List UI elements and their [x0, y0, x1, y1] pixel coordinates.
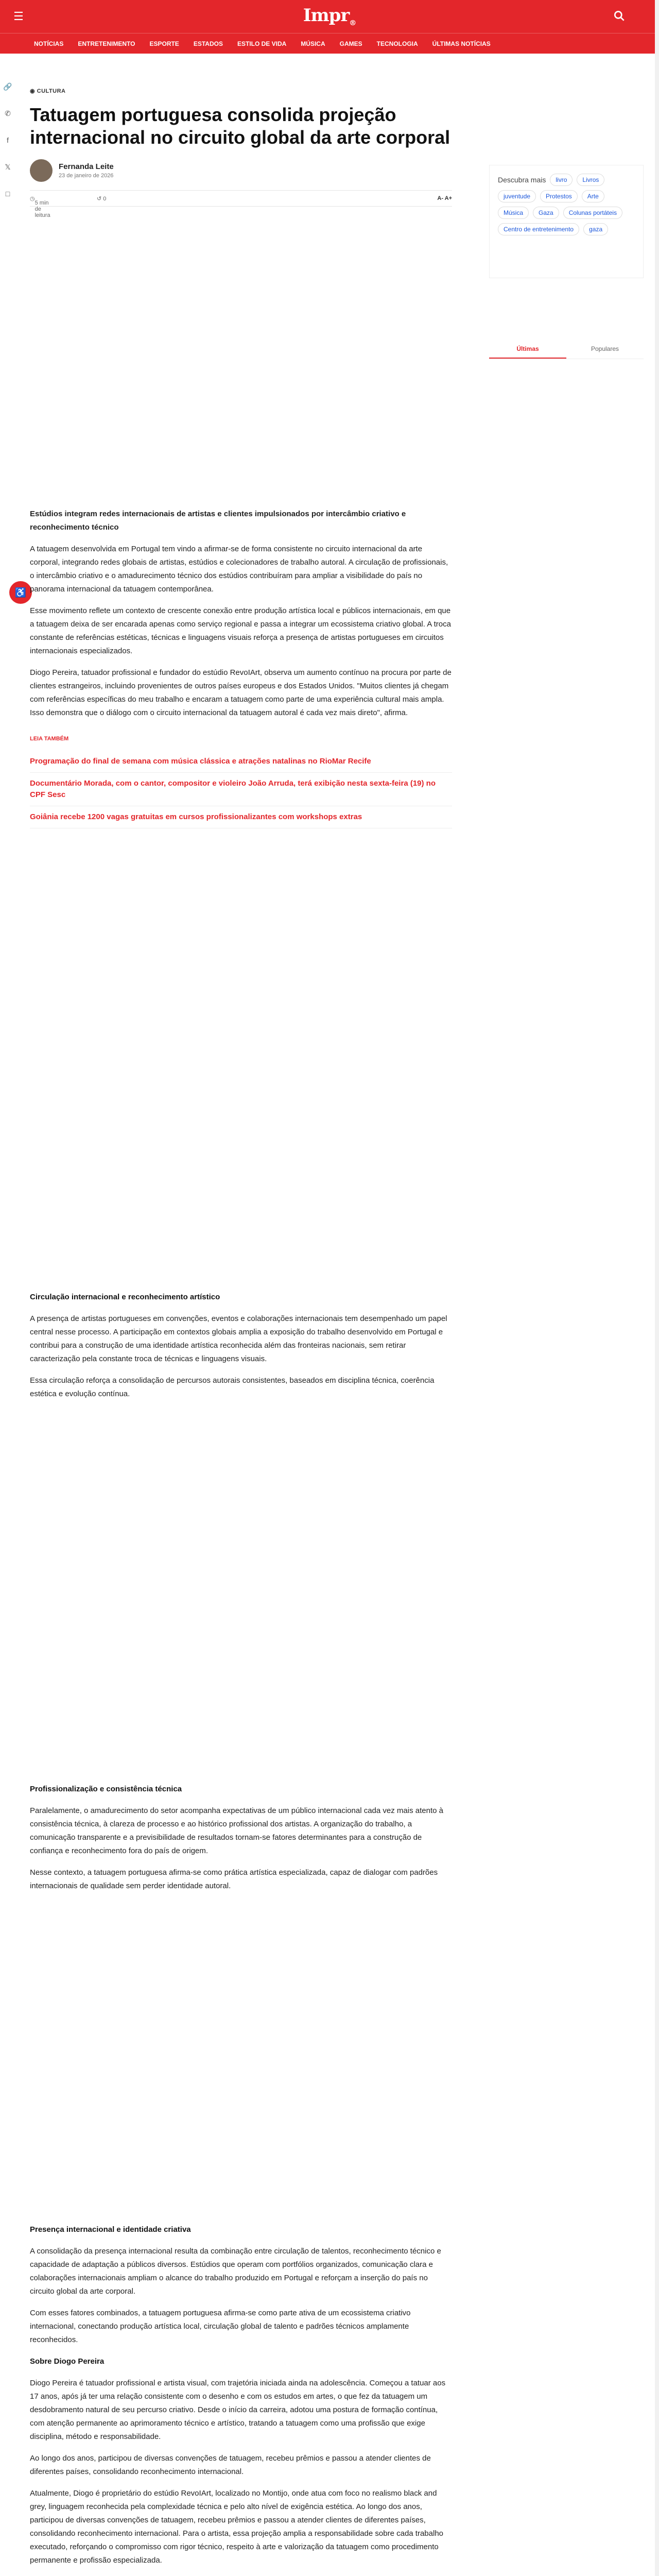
discover-title: Descubra mais [498, 176, 546, 184]
reading-time: ◷ 5 min de leitura [30, 196, 50, 218]
topic-chip[interactable]: Livros [577, 174, 604, 186]
nav-item[interactable]: TECNOLOGIA [376, 40, 418, 47]
paragraph: Essa circulação reforça a consolidação de percursos autorais consistentes, baseados em disciplina técnica, coerência estética e evolução contínua. [30, 1376, 435, 1398]
author-name[interactable]: Fernanda Leite [59, 162, 114, 171]
subheading: Sobre Diogo Pereira [30, 2357, 105, 2366]
paragraph: Nesse contexto, a tatuagem portuguesa afirma-se como prática artística especializada, capaz de dialogar com padrões internacionais de qualidade sem perder identidade autoral. [30, 1868, 438, 1890]
sidebar-tabs [489, 340, 644, 359]
article-body-part-4 [30, 2223, 452, 2576]
share-link-icon[interactable]: 🔗 [3, 82, 12, 91]
site-logo[interactable] [288, 5, 371, 27]
paragraph: Diogo Pereira é tatuador profissional e artista visual, com trajetória iniciada ainda na adolescência. Começou a tatuar aos 17 anos, após já ter uma relação consistente com o desenho e com os estudos em artes, o que fez da tatuagem um desdobramento natural de seu percurso criativo. Desde o início da carreira, adotou uma postura de formação contínua, com atenção permanente ao aprimoramento técnico e artístico, tratando a tatuagem como uma profissão que exige disciplina, método e responsabilidade. [30, 2379, 446, 2441]
author-block [30, 159, 452, 183]
topic-chip[interactable]: Gaza [533, 207, 559, 219]
logo-text: Impr [303, 5, 350, 26]
article-body-part-2 [30, 1291, 452, 1409]
topic-chip[interactable]: Música [498, 207, 529, 219]
read-also-link[interactable]: Programação do final de semana com música clássica e atrações natalinas no RioMar Recife [30, 751, 452, 773]
font-size-controls[interactable]: A- A+ [437, 195, 452, 201]
sidebar [489, 165, 644, 359]
nav-item[interactable]: GAMES [339, 40, 362, 47]
article-body-part-3 [30, 1783, 452, 1901]
topic-chip[interactable]: Arte [582, 190, 604, 202]
twitter-icon[interactable]: 𝕏 [5, 163, 11, 171]
read-also [30, 732, 452, 828]
paragraph: A consolidação da presença internacional resulta da combinação entre circulação de talentos, reconhecimento técnico e capacidade de adaptação a públicos diversos. Estúdios que operam com portfólios organizados, comunicação clara e colaborações internacionais ampliam o alcance do trabalho produzido em Portugal e reforçam a inserção do país no circuito global da arte corporal. [30, 2247, 441, 2296]
topic-chip[interactable]: Centro de entretenimento [498, 223, 579, 235]
topic-chip[interactable]: livro [550, 174, 573, 186]
nav-item[interactable]: NOTÍCIAS [34, 40, 64, 47]
bookmark-icon[interactable]: □ [5, 190, 10, 198]
article-meta [30, 190, 452, 218]
tab-populares[interactable]: Populares [591, 345, 619, 352]
top-bar [0, 0, 659, 33]
page-scrollbar[interactable] [655, 0, 659, 2576]
share-bar [3, 82, 14, 216]
read-also-link[interactable]: Documentário Morada, com o cantor, compositor e violeiro João Arruda, terá exibição nesta sexta-feira (19) no CPF Sesc [30, 773, 452, 806]
nav-item[interactable]: ESPORTE [149, 40, 179, 47]
subheading: Profissionalização e consistência técnica [30, 1785, 182, 1793]
facebook-icon[interactable]: f [7, 136, 9, 144]
discover-more [489, 165, 644, 278]
paragraph: Paralelamente, o amadurecimento do setor acompanha expectativas de um público internacional cada vez mais atento à consistência técnica, à clareza de processo e ao histórico profissional dos artistas. A organização do trabalho, a comunicação transparente e a previsibilidade de resultados tornam-se fatores determinantes para a construção de confiança e reconhecimento fora do país de origem. [30, 1806, 443, 1855]
nav-item[interactable]: ÚLTIMAS NOTÍCIAS [432, 40, 491, 47]
paragraph: Atualmente, Diogo é proprietário do estúdio RevoIArt, localizado no Montijo, onde atua com foco no realismo black and grey, linguagem reconhecida pela complexidade técnica e pelo alto nível de exigência estética. Ao longo dos anos, participou de diversas convenções de tatuagem, recebeu prêmios e passou a atender clientes de diferentes países, consolidando reconhecimento internacional. Para o artista, essa projeção amplia a responsabilidade sobre cada trabalho executado, reforçando o compromisso com rigor técnico, respeito à arte e valorização da tatuagem como procedimento permanente e profissão especializada. [30, 2489, 443, 2565]
subheading: Circulação internacional e reconhecimento artístico [30, 1293, 220, 1301]
nav-item[interactable]: ENTRETENIMENTO [78, 40, 135, 47]
whatsapp-icon[interactable]: ✆ [5, 109, 11, 117]
topic-chip[interactable]: Protestos [540, 190, 578, 202]
author-avatar [30, 159, 53, 182]
read-also-link[interactable]: Goiânia recebe 1200 vagas gratuitas em cursos profissionalizantes com workshops extras [30, 806, 452, 828]
share-count-icon[interactable]: ↺ 0 [97, 196, 107, 202]
accessibility-button[interactable]: ♿ [9, 581, 32, 604]
topic-chip[interactable]: juventude [498, 190, 536, 202]
subheading: Presença internacional e identidade criativa [30, 2225, 191, 2234]
read-also-label: LEIA TAMBÉM [30, 736, 69, 742]
article-title: Tatuagem portuguesa consolida projeção internacional no circuito global da arte corporal [30, 104, 450, 148]
paragraph: Ao longo dos anos, participou de diversas convenções de tatuagem, recebeu prêmios e passou a atender clientes de diferentes países, consolidando reconhecimento internacional. [30, 2454, 431, 2476]
article-header [30, 88, 452, 218]
section-tag[interactable]: ◉ CULTURA [30, 88, 66, 94]
topic-chip[interactable]: Colunas portáteis [563, 207, 622, 219]
nav-item[interactable]: MÚSICA [301, 40, 325, 47]
logo-suffix: ® [349, 19, 356, 27]
paragraph: A tatuagem desenvolvida em Portugal tem vindo a afirmar-se de forma consistente no circuito internacional da arte corporal, integrando redes globais de artistas, estúdios e colecionadores de trabalho autoral. A circulação de profissionais, o intercâmbio criativo e o amadurecimento técnico dos estúdios contribuíram para ampliar a visibilidade do país no panorama internacional da tatuagem contemporânea. [30, 545, 448, 594]
paragraph: Diogo Pereira, tatuador profissional e fundador do estúdio RevoIArt, observa um aumento contínuo na procura por parte de clientes estrangeiros, incluindo provenientes de outros países europeus e dos Estados Unidos. "Muitos clientes já chegam com referências específicas do meu trabalho e encaram a tatuagem como parte de uma experiência cultural mais ampla. Isso demonstra que o diálogo com o circuito internacional da tatuagem autoral é cada vez mais direto", afirma. [30, 668, 452, 717]
tab-ultimas[interactable]: Últimas [489, 340, 566, 359]
hamburger-menu-icon[interactable]: ☰ [13, 10, 24, 23]
publish-date: 23 de janeiro de 2026 [59, 173, 114, 179]
paragraph: A presença de artistas portugueses em convenções, eventos e colaborações internacionais tem desempenhado um papel central nesse processo. A participação em contextos globais amplia a exposição do trabalho desenvolvido em Portugal e contribui para a construção de uma identidade artística reconhecida além das fronteiras nacionais, sem retirar caracterização pela constante troca de técnicas e linguagens visuais. [30, 1314, 447, 1363]
article-lead: Estúdios integram redes internacionais de artistas e clientes impulsionados por intercâmbio criativo e reconhecimento técnico [30, 510, 406, 532]
nav-item[interactable]: ESTILO DE VIDA [237, 40, 287, 47]
search-icon[interactable] [613, 9, 626, 23]
topic-chip[interactable]: gaza [583, 223, 608, 235]
paragraph: Esse movimento reflete um contexto de crescente conexão entre produção artística local e públicos internacionais, em que a tatuagem deixa de ser encarada apenas como serviço regional e passa a integrar um ecossistema criativo global. A troca constante de referências estéticas, técnicas e linguagens visuais reforça a presença de artistas portugueses em circuitos internacionais especializados. [30, 606, 451, 655]
paragraph: Com esses fatores combinados, a tatuagem portuguesa afirma-se como parte ativa de um ecossistema criativo internacional, conectando produção artística local, circulação global de talento e padrões técnicos amplamente reconhecidos. [30, 2309, 411, 2344]
nav-item[interactable]: ESTADOS [193, 40, 223, 47]
main-nav [0, 33, 659, 54]
article-body-part-1 [30, 507, 452, 828]
